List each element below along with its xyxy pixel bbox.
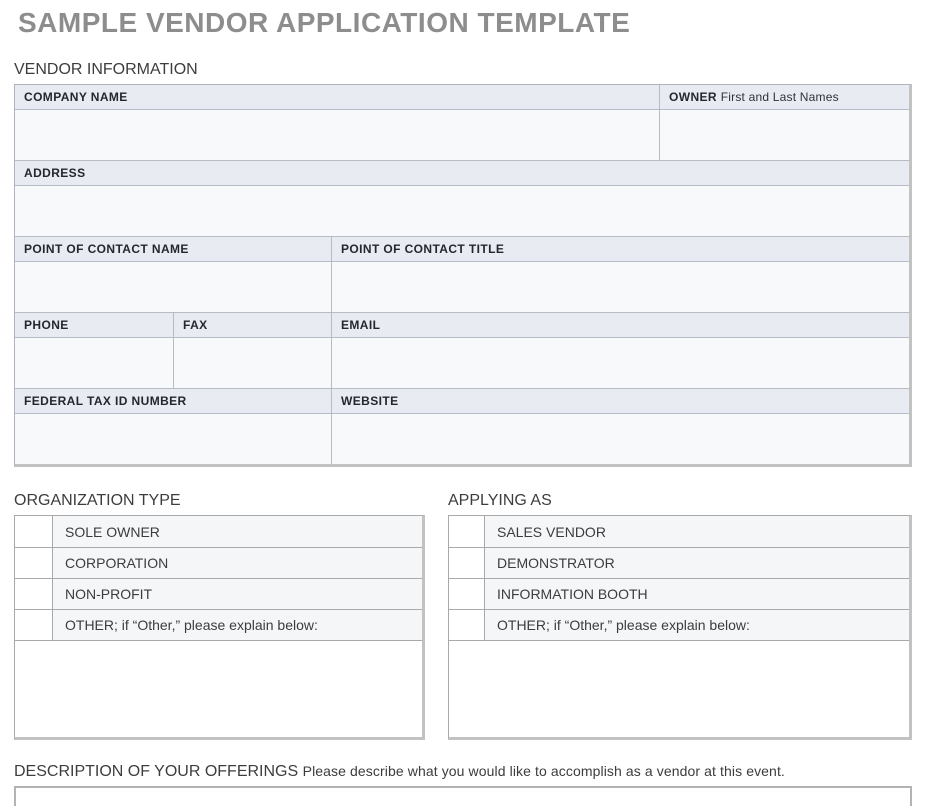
- table-row: [15, 337, 909, 388]
- address-input[interactable]: [15, 186, 909, 236]
- table-row: [15, 109, 909, 160]
- table-row: [15, 312, 909, 337]
- table-row: [15, 388, 909, 413]
- option-label: OTHER; if “Other,” please explain below:: [485, 610, 909, 640]
- vendor-information-table: [14, 84, 912, 467]
- applying-as-section: [448, 492, 912, 740]
- applying-as-checkbox-demonstrator[interactable]: [449, 548, 485, 578]
- address-header: ADDRESS: [15, 161, 909, 185]
- federal-tax-id-input[interactable]: [15, 414, 331, 464]
- option-row: [15, 578, 422, 609]
- fax-header: FAX: [173, 313, 331, 337]
- phone-header: PHONE: [15, 313, 173, 337]
- page-title: SAMPLE VENDOR APPLICATION TEMPLATE: [18, 7, 631, 38]
- applying-as-table: [448, 515, 912, 740]
- description-input[interactable]: [14, 786, 912, 806]
- description-heading-row: [14, 763, 912, 781]
- organization-type-section: [14, 492, 425, 740]
- email-header: EMAIL: [331, 313, 909, 337]
- org-type-other-explanation-input[interactable]: [15, 640, 422, 737]
- table-row: [15, 236, 909, 261]
- applying-as-checkbox-other[interactable]: [449, 610, 485, 640]
- poc-name-input[interactable]: [15, 262, 331, 312]
- phone-input[interactable]: [15, 338, 173, 388]
- owner-label: OWNER: [669, 90, 717, 104]
- option-label: OTHER; if “Other,” please explain below:: [53, 610, 422, 640]
- option-row: [449, 609, 909, 640]
- option-label: INFORMATION BOOTH: [485, 579, 909, 609]
- option-label: NON-PROFIT: [53, 579, 422, 609]
- vendor-information-heading: VENDOR INFORMATION: [14, 61, 198, 78]
- organization-type-heading: ORGANIZATION TYPE: [14, 492, 181, 509]
- owner-header: [659, 85, 909, 109]
- table-row: [15, 185, 909, 236]
- email-input[interactable]: [331, 338, 909, 388]
- poc-title-input[interactable]: [331, 262, 909, 312]
- applying-as-checkbox-sales-vendor[interactable]: [449, 516, 485, 547]
- applying-as-other-explanation-input[interactable]: [449, 640, 909, 737]
- company-name-input[interactable]: [15, 110, 659, 160]
- option-row: [15, 609, 422, 640]
- org-type-checkbox-sole-owner[interactable]: [15, 516, 53, 547]
- company-name-header: COMPANY NAME: [15, 85, 659, 109]
- option-label: SALES VENDOR: [485, 516, 909, 547]
- poc-name-header: POINT OF CONTACT NAME: [15, 237, 331, 261]
- applying-as-checkbox-information-booth[interactable]: [449, 579, 485, 609]
- option-label: SOLE OWNER: [53, 516, 422, 547]
- description-heading: DESCRIPTION OF YOUR OFFERINGS: [14, 763, 299, 780]
- organization-type-table: [14, 515, 425, 740]
- option-row: [449, 516, 909, 547]
- applying-as-heading: APPLYING AS: [448, 492, 552, 509]
- fax-input[interactable]: [173, 338, 331, 388]
- option-label: DEMONSTRATOR: [485, 548, 909, 578]
- federal-tax-id-header: FEDERAL TAX ID NUMBER: [15, 389, 331, 413]
- org-type-checkbox-non-profit[interactable]: [15, 579, 53, 609]
- table-row: [15, 413, 909, 464]
- option-row: [449, 578, 909, 609]
- option-label: CORPORATION: [53, 548, 422, 578]
- vendor-application-page: [0, 7, 926, 806]
- option-row: [15, 547, 422, 578]
- owner-hint-text: First and Last Names: [720, 90, 839, 104]
- website-header: WEBSITE: [331, 389, 909, 413]
- table-row: [15, 261, 909, 312]
- table-row: [15, 85, 909, 109]
- table-row: [15, 160, 909, 185]
- org-type-checkbox-corporation[interactable]: [15, 548, 53, 578]
- description-subtitle: Please describe what you would like to accomplish as a vendor at this event.: [302, 763, 785, 779]
- poc-title-header: POINT OF CONTACT TITLE: [331, 237, 909, 261]
- option-sections: [14, 492, 912, 740]
- option-row: [15, 516, 422, 547]
- owner-input[interactable]: [659, 110, 909, 160]
- website-input[interactable]: [331, 414, 909, 464]
- org-type-checkbox-other[interactable]: [15, 610, 53, 640]
- option-row: [449, 547, 909, 578]
